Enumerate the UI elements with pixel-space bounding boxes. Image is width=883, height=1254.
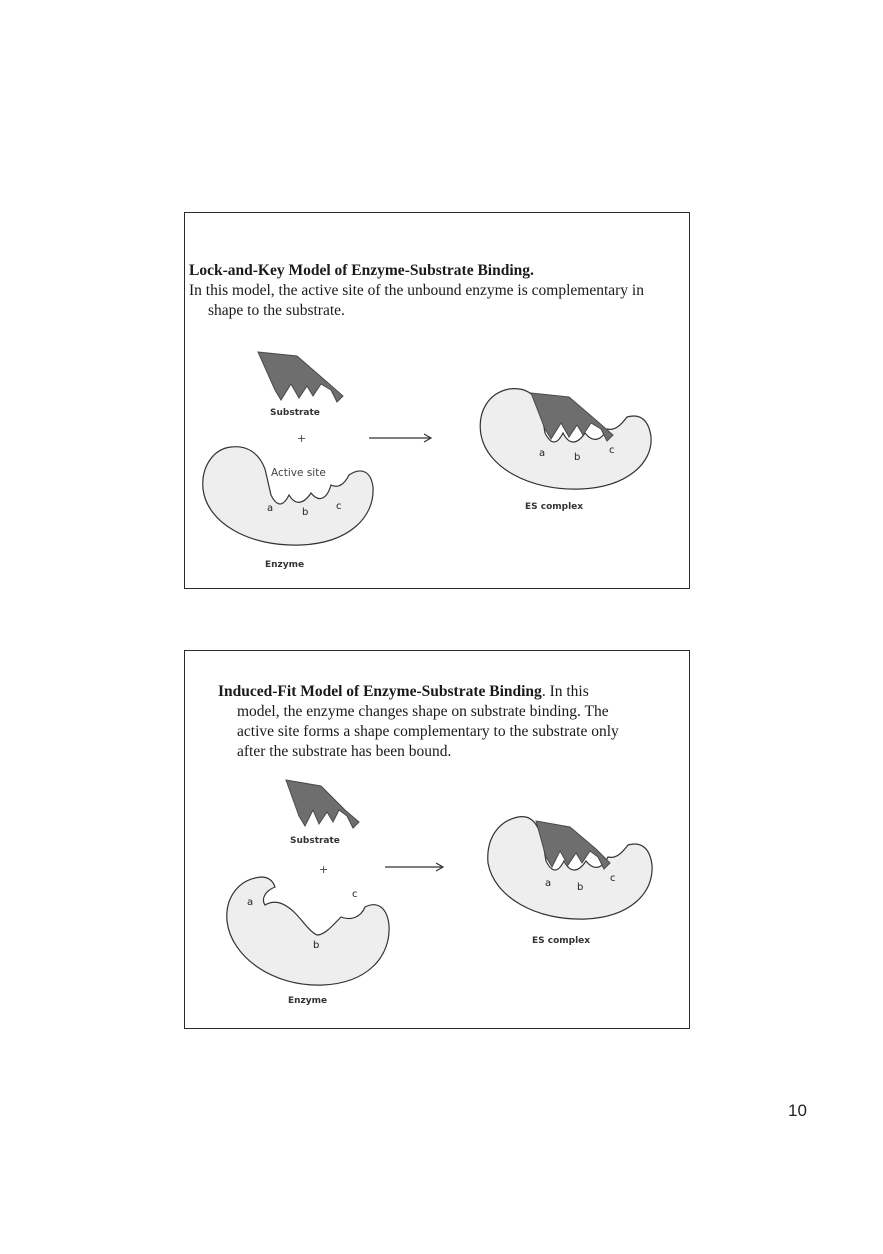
substrate-label: Substrate <box>270 408 320 418</box>
complex-site-b-label: b <box>577 882 584 893</box>
substrate-shape <box>283 778 363 838</box>
reaction-arrow <box>384 860 450 874</box>
site-a-label: a <box>247 897 254 908</box>
plus-sign: + <box>319 863 329 876</box>
lock-and-key-caption <box>189 261 687 321</box>
plus-sign: + <box>297 432 307 445</box>
lock-and-key-title: Lock-and-Key Model of Enzyme-Substrate Binding. <box>189 262 534 279</box>
enzyme-shape <box>221 873 393 993</box>
enzyme-label: Enzyme <box>265 560 305 570</box>
induced-fit-title: Induced-Fit Model of Enzyme-Substrate Binding <box>218 683 542 700</box>
induced-fit-body-line-3: active site forms a shape complementary to the substrate only <box>237 723 619 740</box>
induced-fit-body-line-2: model, the enzyme changes shape on substrate binding. The <box>237 703 609 720</box>
enzyme-label: Enzyme <box>288 996 328 1006</box>
site-c-label: c <box>336 501 342 512</box>
site-a-label: a <box>267 503 274 514</box>
complex-site-b-label: b <box>574 452 581 463</box>
induced-fit-title-rest: . In this <box>541 683 589 700</box>
es-complex-shape <box>482 811 654 929</box>
lock-and-key-body-line-1: In this model, the active site of the unbound enzyme is complementary in <box>189 282 644 299</box>
lock-and-key-body-line-2: shape to the substrate. <box>208 302 345 319</box>
site-b-label: b <box>313 940 320 951</box>
substrate-label: Substrate <box>290 836 340 846</box>
induced-fit-slide <box>184 650 690 1029</box>
complex-site-a-label: a <box>539 448 546 459</box>
reaction-arrow <box>368 431 438 445</box>
complex-site-c-label: c <box>610 873 616 884</box>
es-complex-shape <box>475 383 655 498</box>
active-site-label: Active site <box>271 467 326 479</box>
complex-site-c-label: c <box>609 445 615 456</box>
es-complex-label: ES complex <box>525 502 584 512</box>
page-number: 10 <box>788 1101 807 1120</box>
enzyme-shape <box>199 443 379 553</box>
induced-fit-caption <box>218 682 658 762</box>
site-b-label: b <box>302 507 309 518</box>
es-complex-label: ES complex <box>532 936 591 946</box>
substrate-shape <box>255 350 345 410</box>
induced-fit-body-line-1 <box>218 682 658 702</box>
induced-fit-body-line-4: after the substrate has been bound. <box>237 743 452 760</box>
complex-site-a-label: a <box>545 878 552 889</box>
site-c-label: c <box>352 889 358 900</box>
lock-and-key-slide <box>184 212 690 589</box>
